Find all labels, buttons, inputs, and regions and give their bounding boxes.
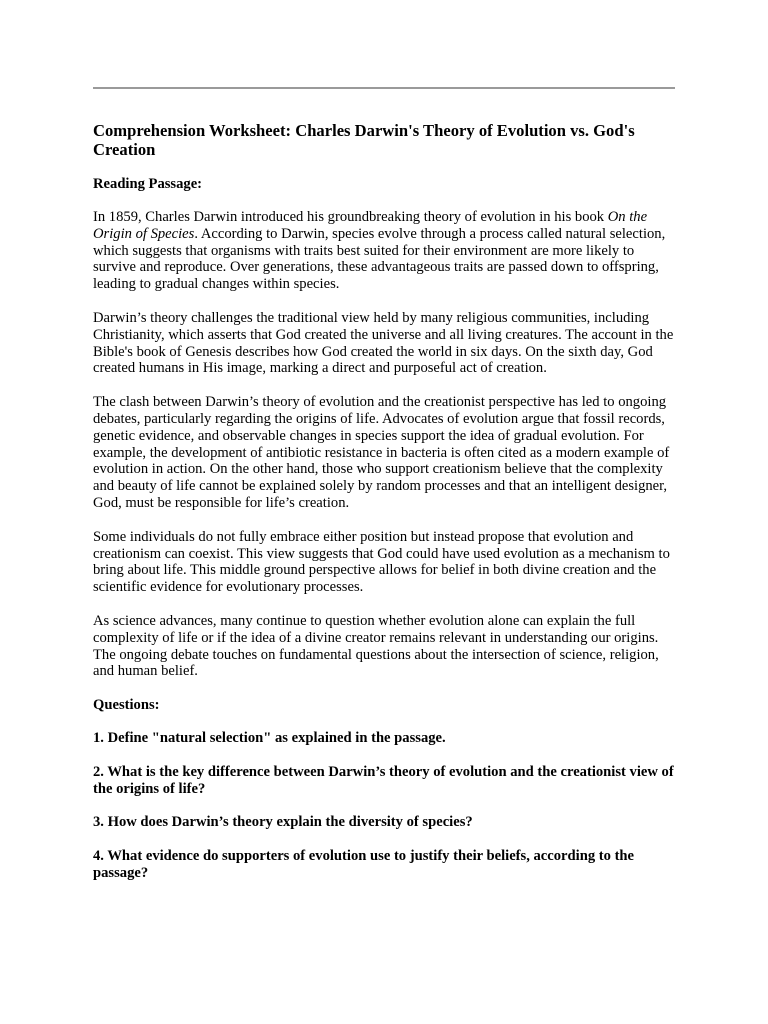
- question-1: 1. Define "natural selection" as explained in the passage.: [93, 730, 446, 747]
- passage-paragraph-4: Some individuals do not fully embrace either position but instead propose that evolution and creationism can coexist. This view suggests that God could have used evolution as a mechanism to bring about life. This middle ground perspective allows for belief in both divine creation and the scientific evidence for evolutionary processes.: [93, 528, 670, 596]
- passage-paragraph-5: As science advances, many continue to question whether evolution alone can explain the full complexity of life or if the idea of a divine creator remains relevant in understanding our origins. The ongoing debate touches on fundamental questions about the intersection of science, religion, and human belief.: [93, 612, 659, 680]
- passage-paragraph-1-intro: In 1859, Charles Darwin introduced his groundbreaking theory of evolution in his book: [93, 209, 608, 225]
- top-horizontal-rule: [93, 87, 675, 89]
- passage-paragraph-2: Darwin’s theory challenges the traditional view held by many religious communities, including Christianity, which asserts that God created the universe and all living creatures. The account in the Bible's book of Genesis describes how God created the world in six days. On the sixth day, God created humans in His image, marking a direct and purposeful act of creation.: [93, 309, 674, 377]
- question-3: 3. How does Darwin’s theory explain the diversity of species?: [93, 814, 473, 831]
- passage-paragraph-3: The clash between Darwin’s theory of evolution and the creationist perspective has led to ongoing debates, particularly regarding the origins of life. Advocates of evolution argue that fossil records, genetic evidence, and observable changes in species support the idea of gradual evolution. For example, the development of antibiotic resistance in bacteria is often cited as a modern example of evolution in action. On the other hand, those who support creationism believe that the complexity and beauty of life cannot be explained solely by random processes and that an intelligent designer, God, must be responsible for life’s creation.: [93, 394, 670, 511]
- book-title: On the Origin of Species: [93, 209, 648, 242]
- passage-paragraph-1: [93, 209, 678, 293]
- question-2: 2. What is the key difference between Darwin’s theory of evolution and the creationist view of the origins of life?: [93, 763, 674, 797]
- worksheet-document: [93, 121, 678, 898]
- questions-heading: Questions:: [93, 697, 160, 714]
- worksheet-title: Comprehension Worksheet: Charles Darwin's Theory of Evolution vs. God's Creation: [93, 121, 635, 159]
- passage-paragraph-1-rest: . According to Darwin, species evolve through a process called natural selection, which suggests that organisms with traits best suited for their environment are more likely to survive and reproduce. Over generations, these advantageous traits are passed down to offspring, leading to gradual changes within species.: [93, 225, 666, 293]
- question-4: 4. What evidence do supporters of evolution use to justify their beliefs, according to the passage?: [93, 847, 635, 881]
- reading-passage-heading: Reading Passage:: [93, 176, 203, 192]
